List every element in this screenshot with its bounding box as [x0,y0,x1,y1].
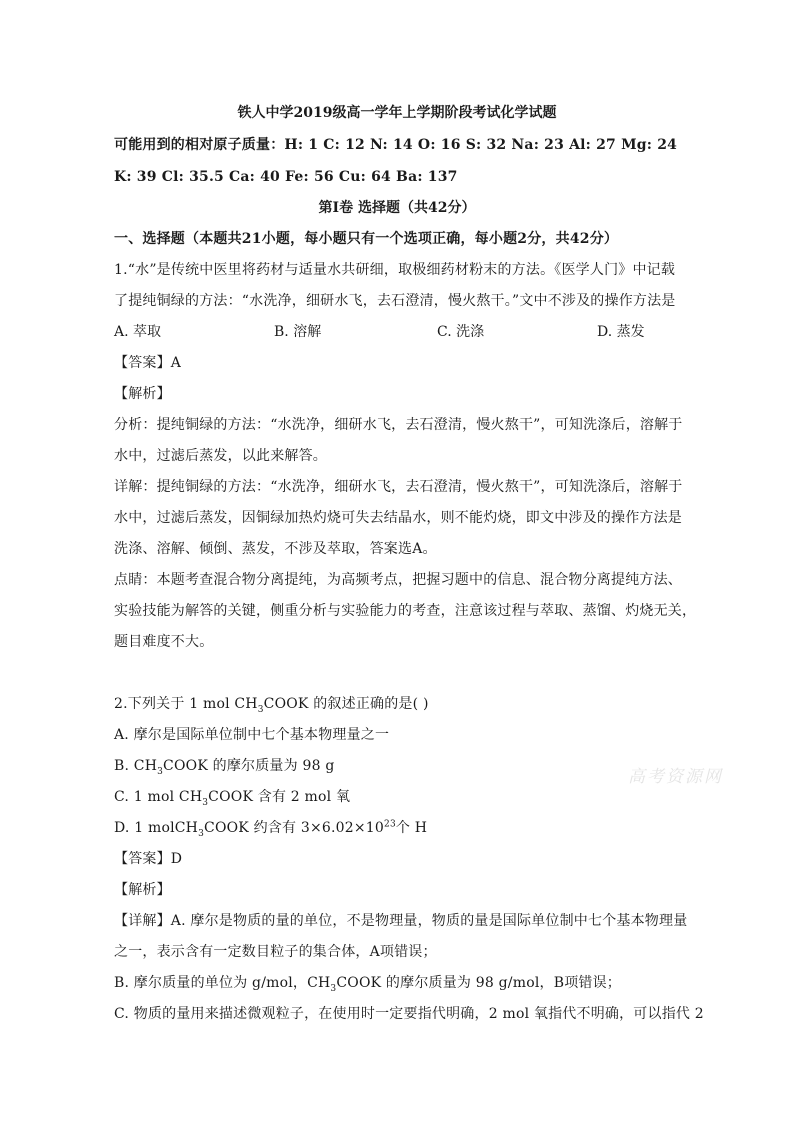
q1-analysis-line: 点睛：本题考查混合物分离提纯，为高频考点，把握习题中的信息、混合物分离提纯方法、 [114,572,682,588]
q1-stem-line-2: 了提纯铜绿的方法：“水洗净，细研水飞，去石澄清，慢火熬干。”文中不涉及的操作方法是 [114,293,676,309]
q2-option-a: A. 摩尔是国际单位制中七个基本物理量之一 [114,727,390,743]
q1-analysis-line: 洗涤、溶解、倾倒、蒸发，不涉及萃取，答案选A。 [114,541,437,557]
q2-answer: 【答案】D [114,851,183,867]
q2-detail-line-2: 之一，表示含有一定数目粒子的集合体，A项错误； [114,944,437,960]
section-heading: 一、选择题（本题共21小题，每小题只有一个选项正确，每小题2分，共42分） [114,231,619,247]
q2-option-b: B. $CH_3COOK$ 的摩尔质量为 98 g [114,758,335,777]
q1-analysis-line: 水中，过滤后蒸发，以此来解答。 [114,448,327,464]
q1-answer: 【答案】A [114,355,182,371]
q1-option-b: B. 溶解 [274,324,322,340]
q2-detail-c: C. 物质的量用来描述微观粒子，在使用时一定要指代明确，2 mol 氧指代不明确，可以指代 2 [114,1006,704,1022]
q2-option-d: D. 1 molCH$_3$COOK 约含有 $3\times 6.02\times 10^{23}$个 H [114,819,428,839]
q1-analysis-line: 题目难度不大。 [114,634,214,650]
q1-stem-line-1: 1.“水”是传统中医里将药材与适量水共研细，取极细药材粉末的方法。《医学人门》中记载 [114,262,676,278]
q1-analysis-line: 水中，过滤后蒸发，因铜绿加热灼烧可失去结晶水，则不能灼烧，即文中涉及的操作方法是 [114,510,682,526]
q2-stem: 2.下列关于 1 mol $CH_3COOK$ 的叙述正确的是( ) [114,696,429,715]
q2-analysis-label: 【解析】 [114,882,171,898]
atomic-masses-line-1: 可能用到的相对原子质量：H: 1 C: 12 N: 14 O: 16 S: 32 Na: 23 Al: 27 Mg: 24 [114,137,678,153]
q1-option-d: D. 蒸发 [597,324,645,340]
q1-option-c: C. 洗涤 [437,324,485,340]
section-title: 第Ⅰ卷 选择题（共42分） [318,200,476,216]
q1-analysis-label: 【解析】 [114,386,171,402]
q2-detail-b: B. 摩尔质量的单位为 g/mol，$CH_3COOK$ 的摩尔质量为 98 g/mol，B项错误； [114,975,621,994]
exam-title: 铁人中学2019级高一学年上学期阶段考试化学试题 [237,105,557,121]
q1-analysis-line: 实验技能为解答的关键，侧重分析与实验能力的考查，注意该过程与萃取、蒸馏、灼烧无关， [114,603,697,619]
atomic-masses-line-2: K: 39 Cl: 35.5 Ca: 40 Fe: 56 Cu: 64 Ba: 137 [114,169,458,185]
q2-option-c: C. 1 mol $CH_3COOK$ 含有 2 mol 氧 [114,789,351,808]
q1-analysis-line: 详解：提纯铜绿的方法：“水洗净，细研水飞，去石澄清，慢火熬干”，可知洗涤后，溶解于 [114,479,683,495]
q1-option-a: A. 萃取 [114,324,162,340]
watermark: 高考资源网 [628,767,723,787]
q1-analysis-line: 分析：提纯铜绿的方法：“水洗净，细研水飞，去石澄清，慢火熬干”，可知洗涤后，溶解于 [114,417,683,433]
q2-detail-line-1: 【详解】A. 摩尔是物质的量的单位，不是物理量，物质的量是国际单位制中七个基本物理量 [114,913,688,929]
